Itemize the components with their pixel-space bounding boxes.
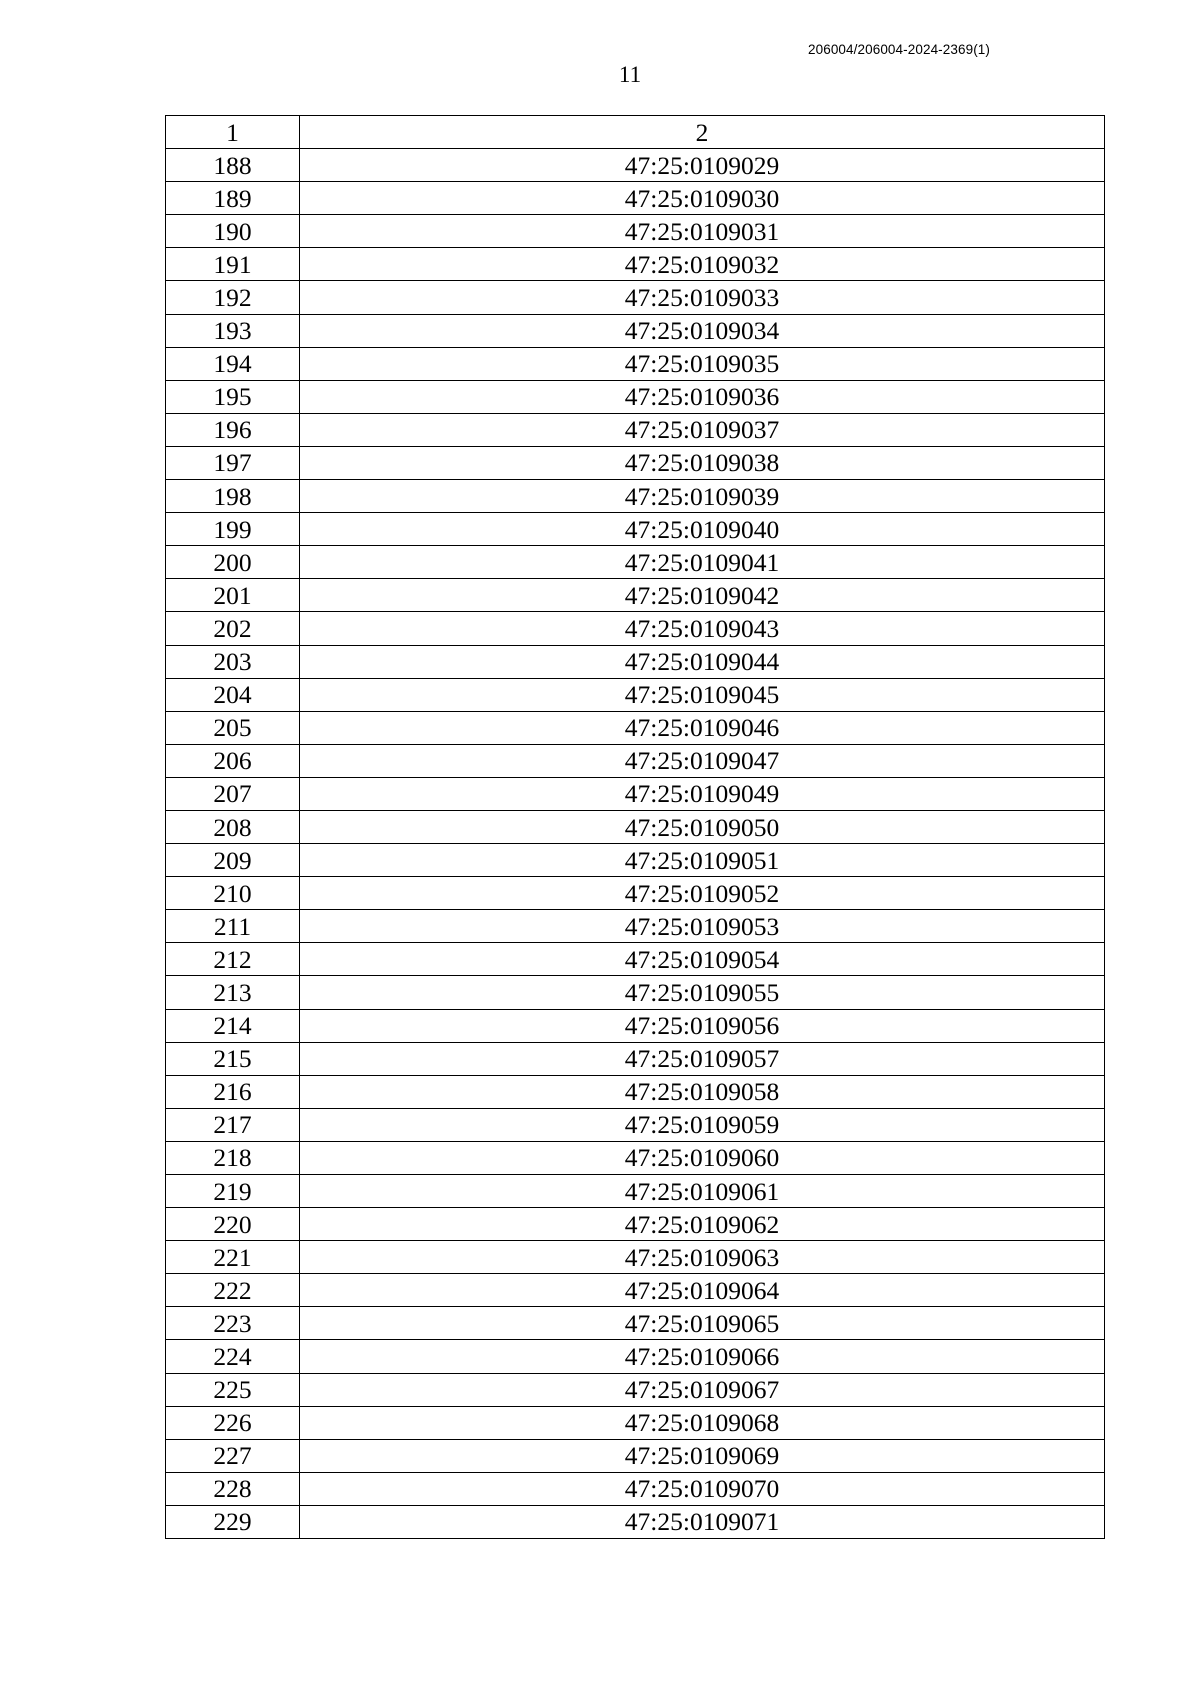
table-row [166,248,1105,281]
row-number-cell: 208 [166,810,300,843]
table-row [166,1208,1105,1241]
row-number-cell: 199 [166,513,300,546]
cadastral-number-cell: 47:25:0109060 [300,1141,1105,1174]
row-number-cell: 209 [166,844,300,877]
cadastral-number-cell: 47:25:0109071 [300,1505,1105,1538]
table-row [166,1175,1105,1208]
column-header-cadastral-number: 2 [300,116,1105,149]
table-row [166,744,1105,777]
cadastral-number-cell: 47:25:0109036 [300,380,1105,413]
table-row [166,413,1105,446]
table-row [166,777,1105,810]
cadastral-number-cell: 47:25:0109041 [300,546,1105,579]
cadastral-number-cell: 47:25:0109065 [300,1307,1105,1340]
row-number-cell: 217 [166,1108,300,1141]
row-number-cell: 220 [166,1208,300,1241]
cadastral-number-cell: 47:25:0109033 [300,281,1105,314]
row-number-cell: 214 [166,1009,300,1042]
cadastral-number-cell: 47:25:0109037 [300,413,1105,446]
row-number-cell: 203 [166,645,300,678]
table-row [166,446,1105,479]
cadastral-number-cell: 47:25:0109069 [300,1439,1105,1472]
row-number-cell: 205 [166,711,300,744]
cadastral-number-cell: 47:25:0109030 [300,182,1105,215]
table-row [166,810,1105,843]
row-number-cell: 216 [166,1075,300,1108]
cadastral-number-cell: 47:25:0109051 [300,844,1105,877]
cadastral-number-cell: 47:25:0109053 [300,910,1105,943]
cadastral-number-cell: 47:25:0109046 [300,711,1105,744]
cadastral-number-cell: 47:25:0109049 [300,777,1105,810]
row-number-cell: 190 [166,215,300,248]
table-row [166,182,1105,215]
row-number-cell: 202 [166,612,300,645]
row-number-cell: 200 [166,546,300,579]
row-number-cell: 193 [166,314,300,347]
table-row [166,1009,1105,1042]
row-number-cell: 226 [166,1406,300,1439]
row-number-cell: 215 [166,1042,300,1075]
table-row [166,943,1105,976]
table-row [166,910,1105,943]
table-row [166,1505,1105,1538]
row-number-cell: 201 [166,579,300,612]
table-row [166,347,1105,380]
table-row [166,1075,1105,1108]
row-number-cell: 227 [166,1439,300,1472]
table-row [166,844,1105,877]
row-number-cell: 194 [166,347,300,380]
table-row [166,1439,1105,1472]
cadastral-number-cell: 47:25:0109044 [300,645,1105,678]
cadastral-number-cell: 47:25:0109057 [300,1042,1105,1075]
row-number-cell: 222 [166,1274,300,1307]
table-row [166,215,1105,248]
row-number-cell: 211 [166,910,300,943]
row-number-cell: 206 [166,744,300,777]
row-number-cell: 224 [166,1340,300,1373]
table-row [166,678,1105,711]
cadastral-number-cell: 47:25:0109031 [300,215,1105,248]
row-number-cell: 197 [166,446,300,479]
cadastral-number-cell: 47:25:0109052 [300,877,1105,910]
cadastral-number-cell: 47:25:0109042 [300,579,1105,612]
row-number-cell: 213 [166,976,300,1009]
table-row [166,877,1105,910]
row-number-cell: 204 [166,678,300,711]
table-row [166,1373,1105,1406]
table-row [166,1241,1105,1274]
table-row [166,1406,1105,1439]
cadastral-number-cell: 47:25:0109056 [300,1009,1105,1042]
cadastral-number-cell: 47:25:0109039 [300,480,1105,513]
cadastral-number-cell: 47:25:0109067 [300,1373,1105,1406]
row-number-cell: 198 [166,480,300,513]
table-row [166,711,1105,744]
row-number-cell: 192 [166,281,300,314]
cadastral-number-cell: 47:25:0109047 [300,744,1105,777]
table-row [166,480,1105,513]
page-number: 11 [618,62,642,87]
cadastral-number-cell: 47:25:0109063 [300,1241,1105,1274]
table-row [166,1042,1105,1075]
row-number-cell: 189 [166,182,300,215]
row-number-cell: 223 [166,1307,300,1340]
table-row [166,546,1105,579]
table-row [166,1141,1105,1174]
cadastral-number-cell: 47:25:0109062 [300,1208,1105,1241]
table-row [166,612,1105,645]
row-number-cell: 218 [166,1141,300,1174]
row-number-cell: 219 [166,1175,300,1208]
cadastral-number-cell: 47:25:0109032 [300,248,1105,281]
table-row [166,579,1105,612]
row-number-cell: 229 [166,1505,300,1538]
cadastral-number-cell: 47:25:0109064 [300,1274,1105,1307]
row-number-cell: 195 [166,380,300,413]
row-number-cell: 196 [166,413,300,446]
cadastral-number-cell: 47:25:0109034 [300,314,1105,347]
cadastral-number-cell: 47:25:0109054 [300,943,1105,976]
cadastral-number-cell: 47:25:0109045 [300,678,1105,711]
table-row [166,1340,1105,1373]
row-number-cell: 228 [166,1472,300,1505]
table-row [166,1472,1105,1505]
cadastral-number-cell: 47:25:0109070 [300,1472,1105,1505]
cadastral-number-cell: 47:25:0109038 [300,446,1105,479]
cadastral-number-cell: 47:25:0109061 [300,1175,1105,1208]
row-number-cell: 221 [166,1241,300,1274]
table-row [166,1274,1105,1307]
cadastral-number-cell: 47:25:0109040 [300,513,1105,546]
table-row [166,314,1105,347]
table-row [166,513,1105,546]
cadastral-number-cell: 47:25:0109059 [300,1108,1105,1141]
row-number-cell: 212 [166,943,300,976]
row-number-cell: 191 [166,248,300,281]
table-row [166,149,1105,182]
cadastral-number-cell: 47:25:0109058 [300,1075,1105,1108]
table-row [166,1108,1105,1141]
document-id: 206004/206004-2024-2369(1) [808,42,991,57]
row-number-cell: 207 [166,777,300,810]
table-header-row [166,116,1105,149]
cadastral-number-cell: 47:25:0109029 [300,149,1105,182]
table-row [166,380,1105,413]
table-row [166,281,1105,314]
cadastral-number-cell: 47:25:0109043 [300,612,1105,645]
cadastral-number-cell: 47:25:0109068 [300,1406,1105,1439]
table-row [166,645,1105,678]
row-number-cell: 188 [166,149,300,182]
table-row [166,1307,1105,1340]
cadastral-table [165,115,1105,1539]
cadastral-number-cell: 47:25:0109050 [300,810,1105,843]
row-number-cell: 225 [166,1373,300,1406]
cadastral-number-cell: 47:25:0109035 [300,347,1105,380]
cadastral-number-cell: 47:25:0109066 [300,1340,1105,1373]
column-header-number: 1 [166,116,300,149]
table-row [166,976,1105,1009]
row-number-cell: 210 [166,877,300,910]
cadastral-number-cell: 47:25:0109055 [300,976,1105,1009]
table-body [166,149,1105,1539]
